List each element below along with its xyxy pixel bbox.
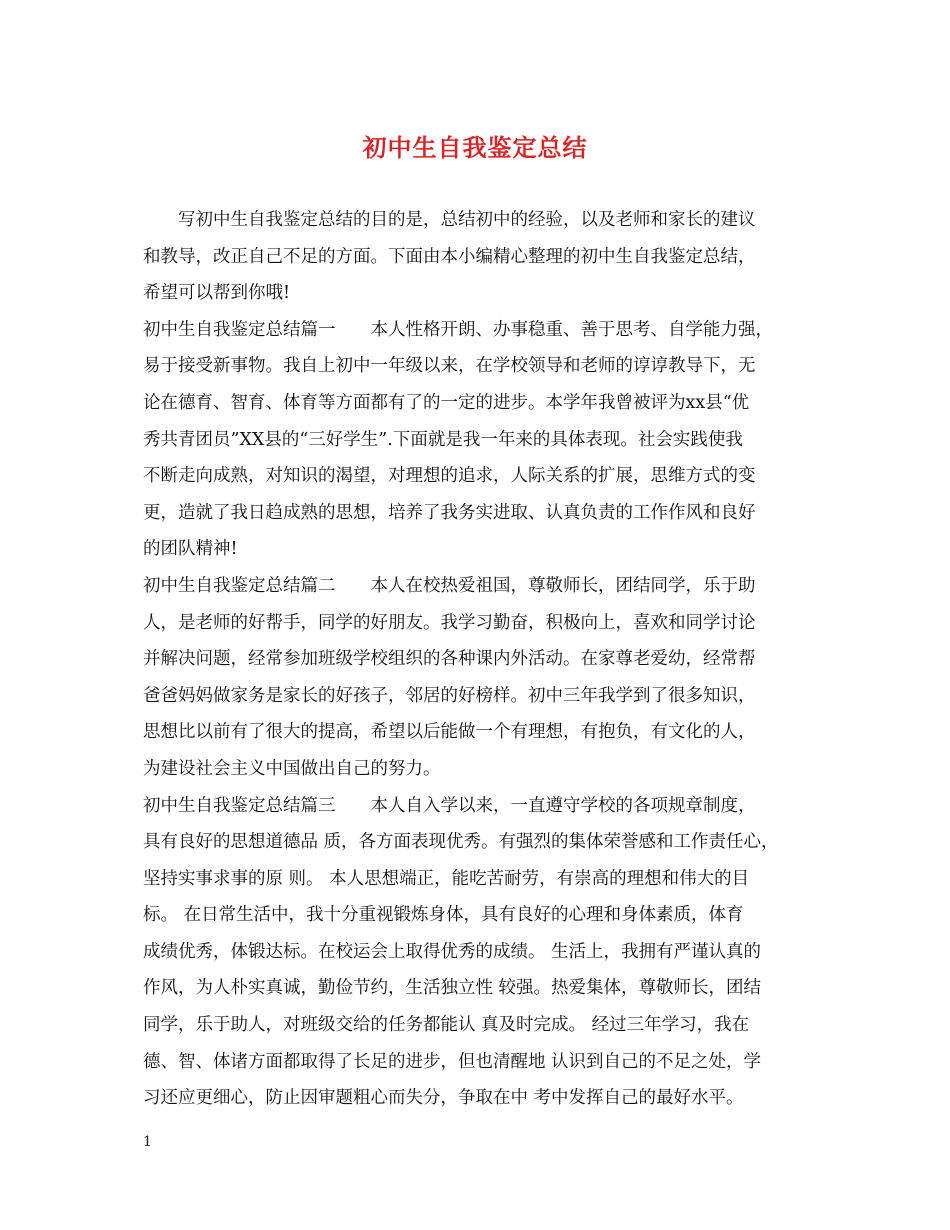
- paragraph-line: 不断走向成熟，对知识的渴望，对理想的追求，人际关系的扩展，思维方式的变: [143, 466, 756, 487]
- document-body: [143, 202, 811, 1117]
- paragraph-line: 标。 在日常生活中，我十分重视锻炼身体，具有良好的心理和身体素质，体育: [143, 905, 744, 926]
- paragraph-line: 写初中生自我鉴定总结的目的是，总结初中的经验，以及老师和家长的建议: [178, 210, 756, 230]
- paragraph-line: 同学，乐于助人，对班级交给的任务都能认 真及时完成。 经过三年学习，我在: [143, 1015, 750, 1036]
- section-one-line: 初中生自我鉴定总结篇一 本人性格开朗、办事稳重、善于思考、自学能力强，: [143, 319, 773, 340]
- paragraph-line: 成绩优秀，体锻达标。在校运会上取得优秀的成绩。 生活上，我拥有严谨认真的: [143, 941, 762, 962]
- paragraph-line: 作风，为人朴实真诚，勤俭节约，生活独立性 较强。热爱集体，尊敬师长，团结: [143, 978, 762, 999]
- paragraph-line: 和教导，改正自己不足的方面。下面由本小编精心整理的初中生自我鉴定总结，: [143, 246, 756, 267]
- section-three-line: 初中生自我鉴定总结篇三 本人自入学以来，一直遵守学校的各项规章制度，: [143, 795, 756, 816]
- paragraph-line: 为建设社会主义中国做出自己的努力。: [143, 758, 441, 779]
- paragraph-line: 具有良好的思想道德品 质，各方面表现优秀。有强烈的集体荣誉感和工作责任心，: [143, 832, 779, 853]
- paragraph-line: 并解决问题，经常参加班级学校组织的各种课内外活动。在家尊老爱幼，经常帮: [143, 649, 756, 670]
- paragraph-line: 爸爸妈妈做家务是家长的好孩子，邻居的好榜样。初中三年我学到了很多知识，: [143, 685, 756, 706]
- paragraph-line: 希望可以帮到你哦!: [143, 283, 291, 304]
- page-number: 1: [143, 1134, 152, 1150]
- paragraph-line: 秀共青团员”XX县的“三好学生”.下面就是我一年来的具体表现。社会实践使我: [143, 429, 743, 450]
- document-title: 初中生自我鉴定总结: [362, 133, 588, 162]
- paragraph-line: 的团队精神!: [143, 539, 238, 560]
- paragraph-line: 德、智、体诸方面都取得了长足的进步，但也清醒地 认识到自己的不足之处，学: [143, 1051, 762, 1072]
- paragraph-line: 坚持实事求事的原 则。 本人思想端正，能吃苦耐劳，有崇高的理想和伟大的目: [143, 868, 750, 889]
- paragraph-line: 更，造就了我日趋成熟的思想，培养了我务实进取、认真负责的工作作风和良好: [143, 502, 756, 523]
- paragraph-line: 思想比以前有了很大的提高，希望以后能做一个有理想，有抱负，有文化的人，: [143, 722, 756, 743]
- section-two-line: 初中生自我鉴定总结篇二 本人在校热爱祖国，尊敬师长，团结同学，乐于助: [143, 575, 756, 596]
- paragraph-line: 人，是老师的好帮手，同学的好朋友。我学习勤奋，积极向上，喜欢和同学讨论: [143, 612, 756, 633]
- paragraph-line: 习还应更细心，防止因审题粗心而失分，争取在中 考中发挥自己的最好水平。: [143, 1088, 744, 1109]
- paragraph-line: 论在德育、智育、体育等方面都有了的一定的进步。本学年我曾被评为xx县“优: [143, 392, 750, 413]
- paragraph-line: 易于接受新事物。我自上初中一年级以来，在学校领导和老师的谆谆教导下，无: [143, 356, 756, 377]
